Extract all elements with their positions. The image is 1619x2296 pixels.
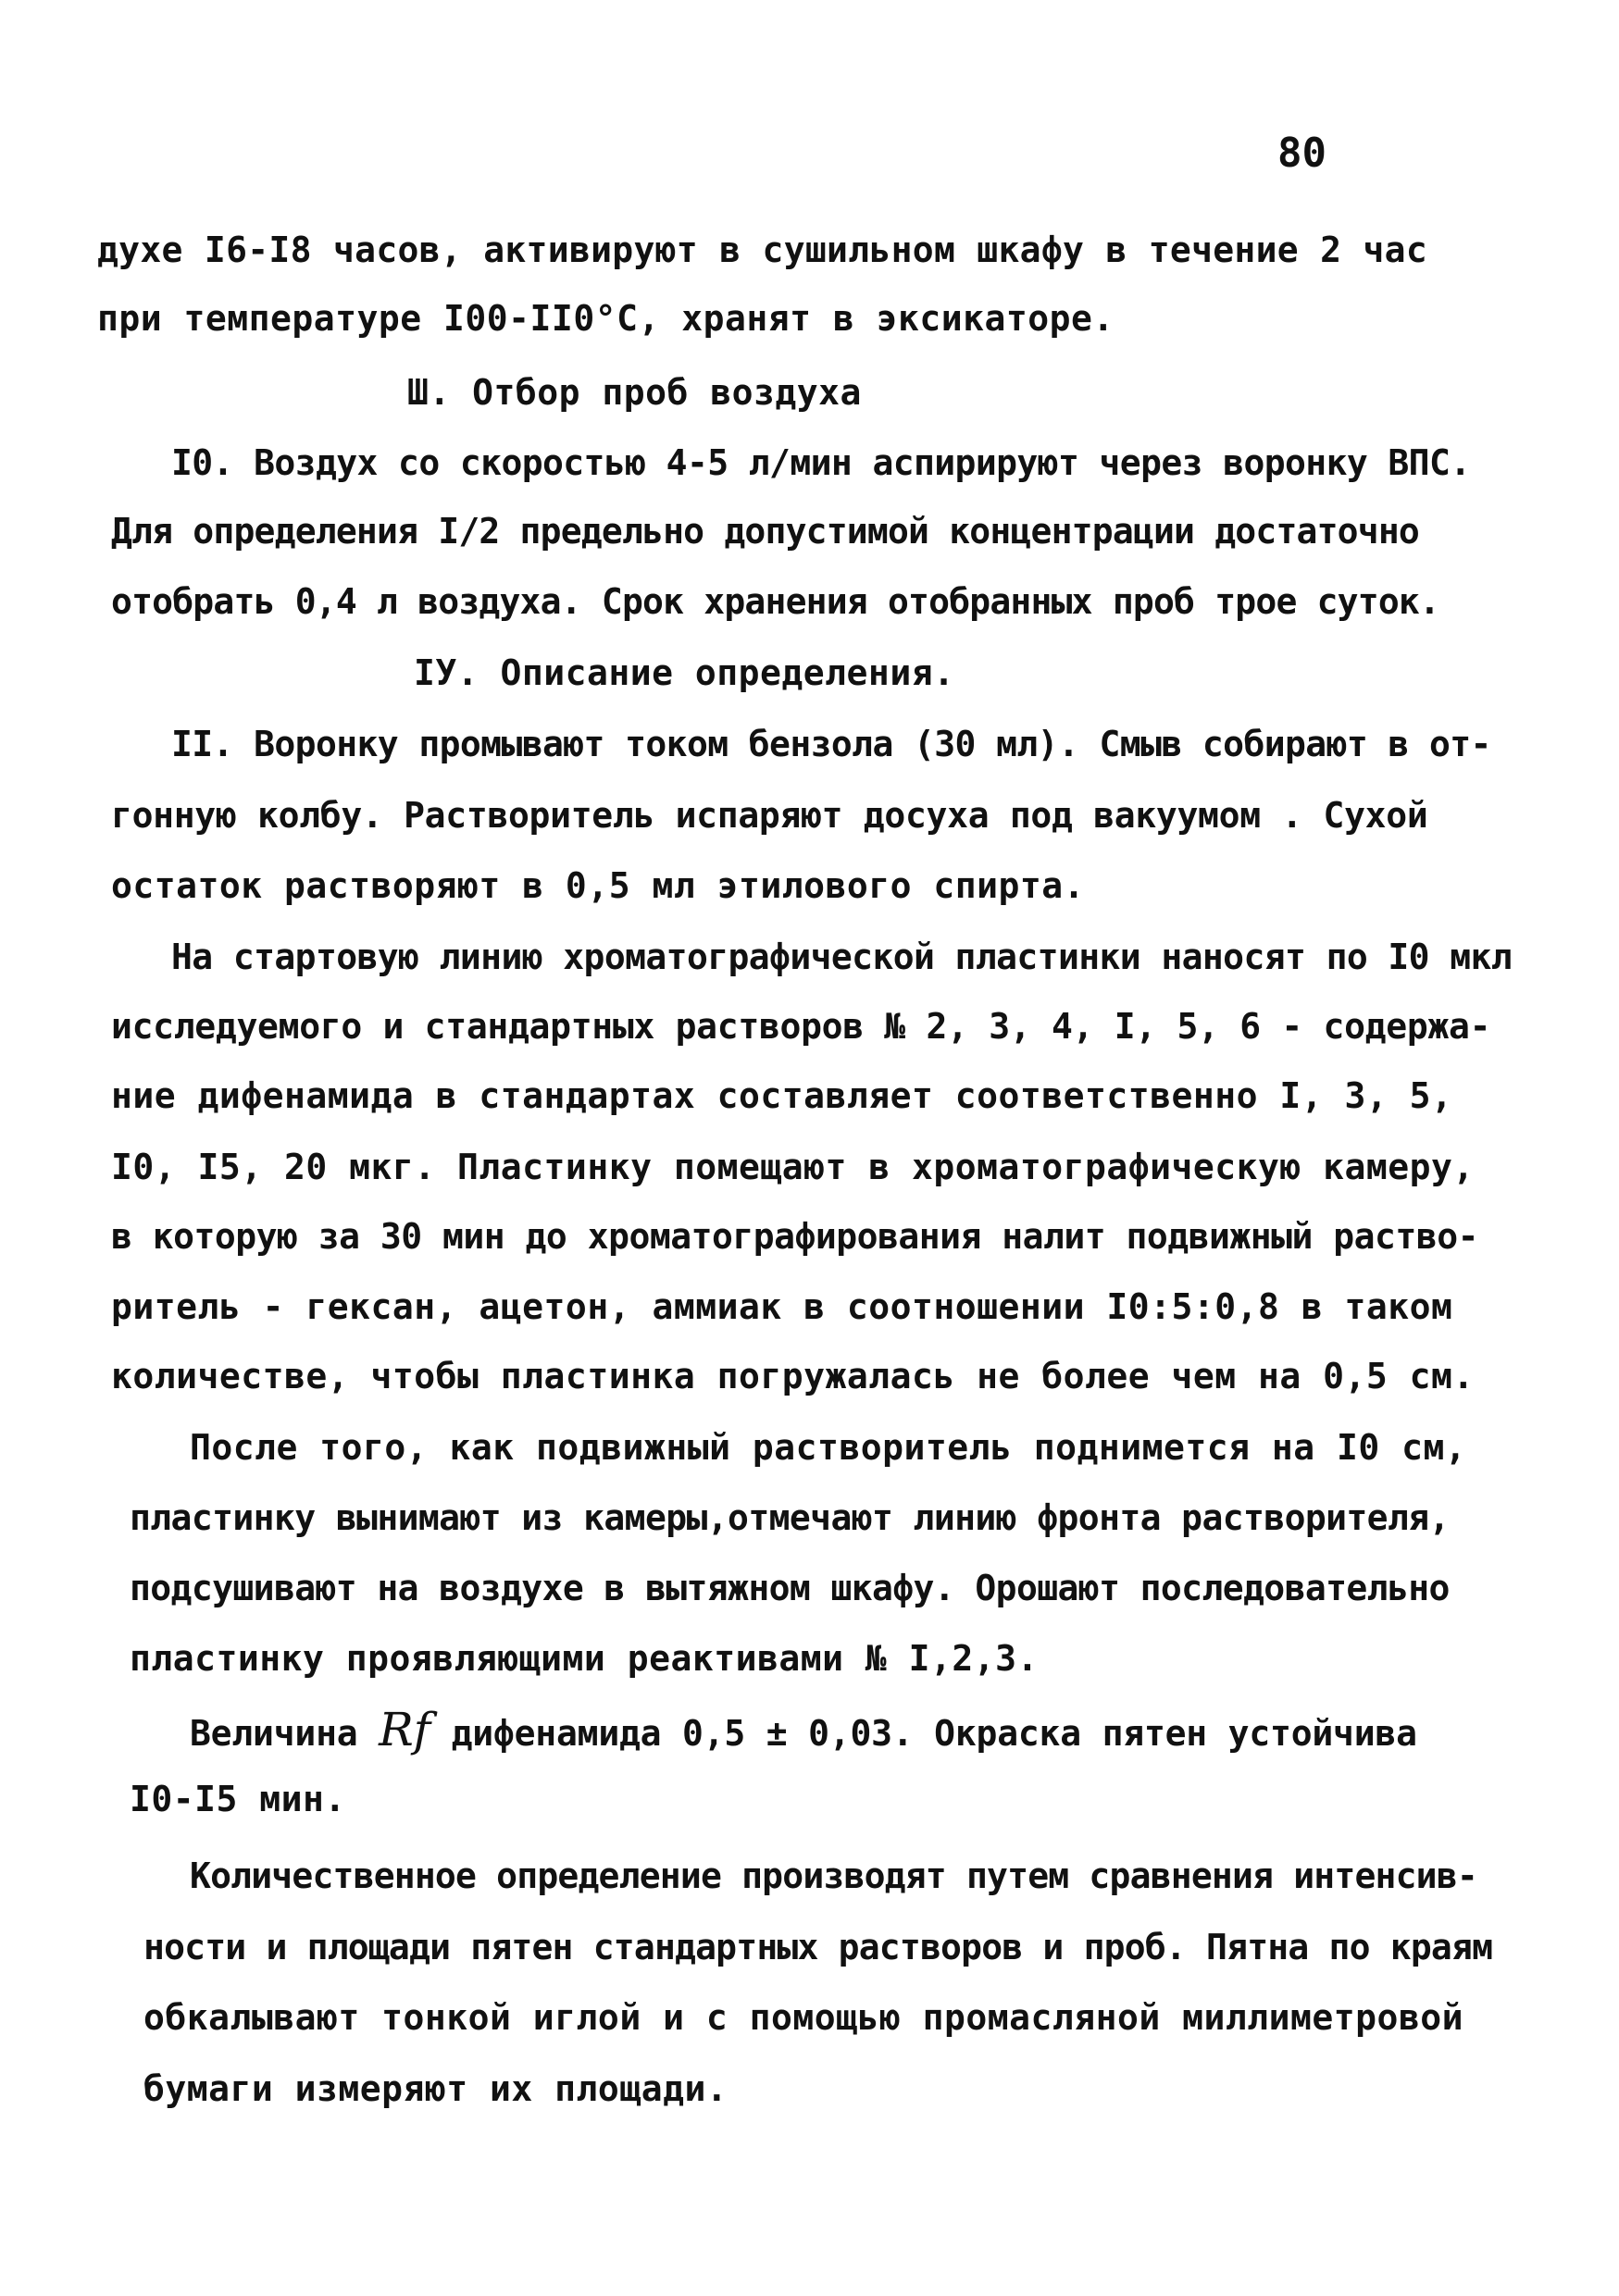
rf-line: [190, 1703, 1417, 1756]
text-line-14: I0, I5, 20 мкг. Пластинку помещают в хроматографическую камеру,: [111, 1147, 1475, 1187]
rf-symbol: Rf: [379, 1703, 430, 1756]
text-line-13: ние дифенамида в стандартах составляет соответственно I, 3, 5,: [111, 1075, 1453, 1116]
text-line-19: пластинку вынимают из камеры,отмечают линию фронта растворителя,: [130, 1497, 1450, 1538]
text-line-10: остаток растворяют в 0,5 мл этилового спирта.: [111, 865, 1086, 906]
rf-line-before: Величина: [190, 1713, 358, 1754]
section-heading-3: Ш. Отбор проб воздуха: [407, 372, 862, 413]
text-line-1: духе I6-I8 часов, активируют в сушильном шкафу в течение 2 час: [97, 230, 1428, 270]
text-line-21: пластинку проявляющими реактивами № I,2,3.: [130, 1638, 1039, 1679]
section-heading-4: IУ. Описание определения.: [414, 652, 955, 693]
text-line-5: Для определения I/2 предельно допустимой концентрации достаточно: [111, 511, 1419, 552]
text-line-6: отобрать 0,4 л воздуха. Срок хранения отобранных проб трое суток.: [111, 581, 1440, 622]
text-line-9: гонную колбу. Растворитель испаряют досуха под вакуумом . Сухой: [111, 795, 1428, 836]
text-line-18: После того, как подвижный растворитель поднимется на I0 см,: [190, 1427, 1467, 1468]
text-line-25: ности и площади пятен стандартных растворов и проб. Пятна по краям: [143, 1927, 1493, 1967]
text-line-16: ритель - гексан, ацетон, аммиак в соотношении I0:5:0,8 в таком: [111, 1286, 1453, 1327]
text-line-11: На стартовую линию хроматографической пластинки наносят по I0 мкл: [171, 937, 1513, 977]
text-line-23: I0-I5 мин.: [130, 1779, 346, 1819]
text-line-12: исследуемого и стандартных растворов № 2, 3, 4, I, 5, 6 - содержа-: [111, 1006, 1491, 1047]
text-line-15: в которую за 30 мин до хроматографирования налит подвижный раство-: [111, 1216, 1478, 1257]
text-line-27: бумаги измеряют их площади.: [143, 2068, 729, 2109]
page-number: 80: [1277, 130, 1326, 177]
text-line-8: II. Воронку промывают током бензола (30 мл). Смыв собирают в от-: [171, 724, 1491, 764]
text-line-4: I0. Воздух со скоростью 4-5 л/мин аспирируют через воронку ВПС.: [171, 442, 1471, 483]
rf-line-after: дифенамида 0,5 ± 0,03. Окраска пятен устойчива: [451, 1713, 1417, 1754]
text-line-2: при температуре I00-II0°С, хранят в эксикаторе.: [97, 298, 1115, 339]
text-line-20: подсушивают на воздухе в вытяжном шкафу. Орошают последовательно: [130, 1568, 1450, 1608]
text-line-24: Количественное определение производят путем сравнения интенсив-: [190, 1855, 1477, 1896]
text-line-17: количестве, чтобы пластинка погружалась не более чем на 0,5 см.: [111, 1356, 1475, 1396]
text-line-26: обкалывают тонкой иглой и с помощью промасляной миллиметровой: [143, 1997, 1464, 2038]
